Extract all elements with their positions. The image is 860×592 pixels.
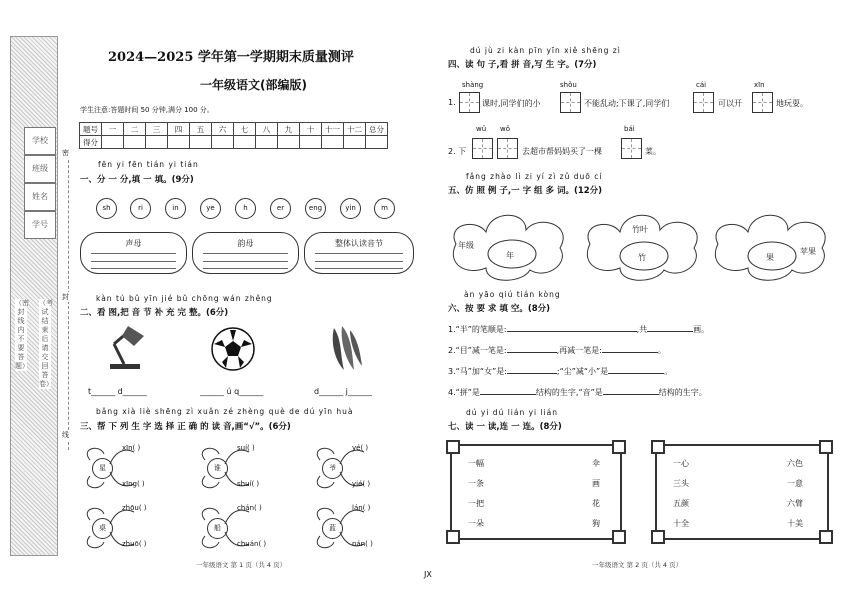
center-character: 年 (506, 251, 514, 260)
syllable-circle: ri (130, 198, 151, 219)
syllable-circle: sh (96, 198, 117, 219)
q5-title: 五、仿 照 例 子,一 字 组 多 词。(12分) (448, 186, 603, 196)
fill-text: 1.“半”的笔顺是: (448, 325, 507, 334)
student-number-field[interactable]: 学号 (24, 211, 56, 239)
sentence-text: 去超市帮妈妈买了一棵 (522, 147, 602, 156)
fill-line-3 (448, 364, 672, 377)
lamp-icon (100, 322, 150, 372)
reading-option[interactable]: yé( ) (352, 444, 369, 452)
score-cell[interactable] (344, 136, 366, 149)
match-item[interactable]: 五颜 (673, 499, 689, 508)
blank[interactable] (608, 364, 664, 374)
sentence-text: 2. 下 (448, 147, 467, 156)
character-circle: 谁 (207, 458, 228, 479)
answer-line[interactable] (315, 253, 403, 254)
blank[interactable] (602, 343, 658, 353)
score-row-label: 得分 (80, 136, 102, 149)
syllable-circle: ye (200, 198, 221, 219)
reading-option[interactable]: xīng( ) (122, 480, 145, 488)
score-header: 三 (146, 123, 168, 136)
reading-option[interactable]: chuán( ) (237, 540, 267, 548)
match-item[interactable]: 一朵 (468, 519, 484, 528)
answer-line[interactable] (203, 261, 288, 262)
q1-title: 一、分 一 分,填 一 填。(9分) (80, 175, 194, 185)
character-circle: 爷 (322, 458, 343, 479)
choice-group (195, 500, 305, 556)
class-field[interactable]: 班级 (24, 155, 56, 183)
category-initials (80, 232, 187, 274)
center-character: 果 (766, 253, 774, 262)
writing-box[interactable] (752, 92, 773, 113)
frame-corner (612, 440, 626, 454)
q6-pinyin: àn yāo qiú tián kòng (464, 290, 561, 299)
match-item[interactable]: 一意 (787, 479, 803, 488)
reading-option[interactable]: chán( ) (237, 504, 262, 512)
score-header: 五 (190, 123, 212, 136)
binding-strip (10, 36, 58, 556)
fill-text: ,共 (636, 325, 648, 334)
sentence-number: 1. (448, 98, 456, 107)
football-icon (210, 326, 256, 372)
match-item[interactable]: 十美 (787, 519, 803, 528)
answer-line[interactable] (91, 261, 176, 262)
q2-blank-lamp[interactable]: t______ d______ (88, 387, 147, 396)
score-header: 七 (234, 123, 256, 136)
character-circle: 蓝 (322, 518, 343, 539)
fill-text: ,再减一笔是: (556, 346, 602, 355)
reading-option[interactable]: suí( ) (237, 444, 255, 452)
reading-option[interactable]: yié( ) (352, 480, 371, 488)
q2-blank-football[interactable]: ______ ú q______ (200, 387, 264, 396)
binding-note: （密封线内不要答题） (15, 299, 29, 370)
frame-corner (819, 440, 833, 454)
example-word: 年级 (458, 241, 474, 250)
answer-line[interactable] (91, 268, 176, 269)
reading-option[interactable]: lán( ) (352, 504, 371, 512)
name-field[interactable]: 姓名 (24, 183, 56, 211)
sentence-text: 地玩耍。 (776, 99, 808, 108)
match-box-right (655, 444, 829, 540)
fill-text: 。 (657, 346, 666, 355)
frame-corner (446, 440, 460, 454)
choice-group (80, 500, 190, 556)
seal-word-1: 密 (62, 149, 69, 157)
fill-text: 结构的生字。 (658, 388, 707, 397)
match-item[interactable]: 伞 (592, 459, 600, 468)
pinyin-hint: shǒu (560, 81, 577, 89)
choice-group (310, 500, 420, 556)
writing-box[interactable] (497, 138, 518, 159)
score-cell[interactable] (234, 136, 256, 149)
fill-text: ;“尘”减“小”是 (556, 367, 609, 376)
pinyin-hint: bái (624, 125, 635, 133)
category-whole-syllables (304, 232, 414, 274)
writing-box[interactable] (693, 92, 714, 113)
pinyin-hint: cái (696, 81, 707, 89)
answer-line[interactable] (315, 268, 403, 269)
seal-word-2: 封 (62, 293, 69, 301)
answer-line[interactable] (315, 261, 403, 262)
blank[interactable] (603, 385, 659, 395)
writing-box[interactable] (621, 138, 642, 159)
score-header: 十 (300, 123, 322, 136)
fill-text: 结构的生字,“音”是 (535, 388, 603, 397)
sentence-text: 不能乱动;下课了,同学们 (584, 99, 670, 108)
answer-line[interactable] (203, 253, 288, 254)
reading-option[interactable]: zhōu( ) (122, 504, 147, 512)
score-cell[interactable] (168, 136, 190, 149)
score-cell[interactable] (278, 136, 300, 149)
score-cell[interactable] (212, 136, 234, 149)
match-item[interactable]: 一心 (673, 459, 689, 468)
score-cell[interactable] (146, 136, 168, 149)
reading-option[interactable]: shuí( ) (237, 480, 260, 488)
pinyin-hint: wǒ (500, 125, 511, 133)
q2-title: 二、看 图,把 音 节 补 充 完 整。(6分) (80, 308, 229, 318)
sentence-text: 菜。 (645, 147, 661, 156)
writing-box[interactable] (560, 92, 581, 113)
word-flower (446, 204, 576, 284)
q7-pinyin: dú yi dú lián yi lián (466, 408, 559, 417)
answer-line[interactable] (203, 268, 288, 269)
page-footer-1: 一年级语文 第 1 页（共 4 页） (196, 561, 287, 569)
fill-line-2 (448, 343, 666, 356)
score-cell[interactable] (102, 136, 124, 149)
category-label: 韵母 (237, 239, 254, 248)
center-character: 竹 (638, 253, 646, 262)
score-header: 总分 (366, 123, 388, 136)
choice-group (80, 440, 190, 496)
choice-group (310, 440, 420, 496)
match-item[interactable]: 一条 (468, 479, 484, 488)
character-circle: 星 (92, 458, 113, 479)
reading-option[interactable]: zhuō( ) (122, 540, 147, 548)
fill-line-4 (448, 385, 707, 398)
q5-pinyin: fǎng zhào lì zi yí zì zǔ duō cí (466, 172, 603, 181)
score-header: 题号 (80, 123, 102, 136)
syllable-circle: eng (305, 198, 326, 219)
score-header: 二 (124, 123, 146, 136)
fill-text: 4.“拼”是 (448, 388, 480, 397)
character-circle: 船 (207, 518, 228, 539)
q4-pinyin: dú jù zi kàn pīn yīn xiě shēng zì (470, 46, 621, 55)
binding-note-2: （考试结束后请交回答卷） (39, 299, 53, 388)
sentence-text: 课时,同学们的小 (482, 99, 541, 108)
syllable-circle: in (165, 198, 186, 219)
match-item[interactable]: 花 (592, 499, 600, 508)
match-item[interactable]: 三头 (673, 479, 689, 488)
fill-text: 2.“目”减一笔是: (448, 346, 507, 355)
syllable-circle: h (235, 198, 256, 219)
q3-pinyin: bǎng xià liè shēng zì xuǎn zé zhèng què de dú yīn huà (96, 407, 354, 416)
match-item[interactable]: 六色 (787, 459, 803, 468)
score-header: 六 (212, 123, 234, 136)
score-header: 十一 (322, 123, 344, 136)
example-word: 竹叶 (632, 225, 648, 234)
blank[interactable] (507, 343, 557, 353)
exam-subtitle: 一年级语文(部编版) (200, 78, 307, 92)
score-header: 四 (168, 123, 190, 136)
example-word: 苹果 (800, 247, 816, 256)
match-item[interactable]: 一幅 (468, 459, 484, 468)
syllable-circle: m (374, 198, 395, 219)
q3-title: 三、帮 下 列 生 字 选 择 正 确 的 读 音,画“√”。(6分) (80, 422, 291, 432)
student-notice: 学生注意:答题时间 50 分钟,满分 100 分。 (80, 106, 214, 114)
blank[interactable] (507, 364, 557, 374)
score-header: 九 (278, 123, 300, 136)
pinyin-hint: xīn (754, 81, 765, 89)
score-cell[interactable] (300, 136, 322, 149)
page-footer-2: 一年级语文 第 2 页（共 4 页） (592, 561, 683, 569)
category-label: 整体认读音节 (335, 239, 383, 248)
character-circle: 桌 (92, 518, 113, 539)
choice-group (195, 440, 305, 496)
q1-pinyin: fēn yi fēn tián yi tián (98, 160, 199, 169)
school-field[interactable]: 学校 (24, 127, 56, 155)
q7-title: 七、读 一 读,连 一 连。(8分) (448, 422, 562, 432)
pinyin-hint: wǔ (476, 125, 487, 133)
seal-word-3: 线 (62, 431, 69, 439)
blank[interactable] (647, 322, 693, 332)
score-cell[interactable] (322, 136, 344, 149)
fill-line-1 (448, 322, 709, 335)
writing-box[interactable] (459, 92, 480, 113)
exam-title: 2024—2025 学年第一学期期末质量测评 (108, 50, 354, 65)
beans-icon (328, 324, 364, 372)
fill-text: 画。 (693, 325, 710, 334)
word-flower (580, 204, 710, 284)
writing-box[interactable] (472, 138, 493, 159)
syllable-circle: yin (340, 198, 361, 219)
score-cell[interactable] (256, 136, 278, 149)
score-header: 十二 (344, 123, 366, 136)
match-item[interactable]: 十全 (673, 519, 689, 528)
pinyin-hint: shàng (462, 81, 484, 89)
score-header: 八 (256, 123, 278, 136)
score-cell[interactable] (124, 136, 146, 149)
blank[interactable] (507, 322, 637, 332)
q6-title: 六、按 要 求 填 空。(8分) (448, 304, 551, 314)
frame-corner (651, 530, 665, 544)
q2-pinyin: kàn tú bǔ yīn jié bǔ chōng wán zhěng (96, 294, 273, 303)
score-cell[interactable] (190, 136, 212, 149)
frame-corner (612, 530, 626, 544)
fill-text: 。 (664, 367, 673, 376)
word-flower (708, 204, 838, 284)
blank[interactable] (480, 385, 536, 395)
match-box-left (450, 444, 622, 540)
match-item[interactable]: 画 (592, 479, 600, 488)
frame-corner (819, 530, 833, 544)
score-header: 一 (102, 123, 124, 136)
center-mark: JX (424, 570, 432, 579)
sentence-text: 可以开 (718, 99, 742, 108)
category-label: 声母 (125, 239, 142, 248)
score-table (79, 122, 388, 149)
match-item[interactable]: 狗 (592, 519, 600, 528)
q4-title: 四、读 句 子,看 拼 音,写 生 字。(7分) (448, 60, 597, 70)
syllable-circle: er (270, 198, 291, 219)
answer-line[interactable] (91, 253, 176, 254)
category-finals (192, 232, 299, 274)
q2-blank-beans[interactable]: d______ j______ (314, 387, 372, 396)
frame-corner (651, 440, 665, 454)
score-cell[interactable] (366, 136, 388, 149)
reading-option[interactable]: xīn( ) (122, 444, 141, 452)
fill-text: 3.“马”加“女”是: (448, 367, 507, 376)
frame-corner (446, 530, 460, 544)
match-item[interactable]: 六臂 (787, 499, 803, 508)
match-item[interactable]: 一把 (468, 499, 484, 508)
reading-option[interactable]: nán( ) (352, 540, 373, 548)
